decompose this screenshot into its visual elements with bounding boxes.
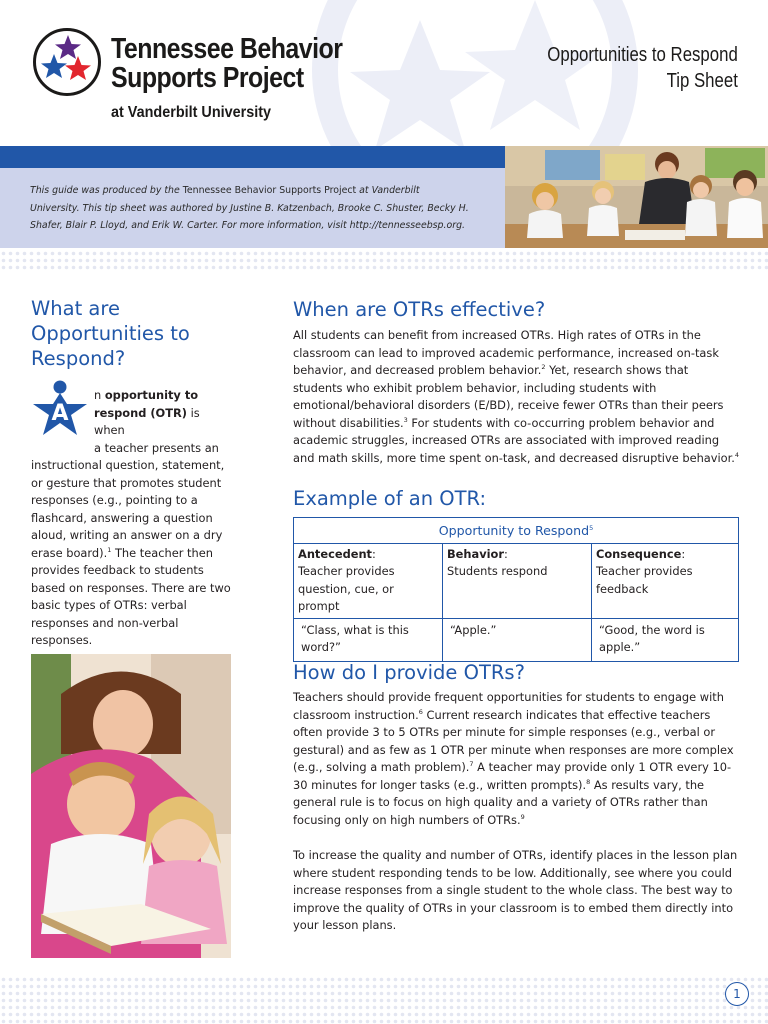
- doc-title: Opportunities to Respond: [547, 44, 738, 66]
- page-number: 1: [725, 982, 749, 1006]
- consequence-example: “Good, the word is apple.”: [592, 618, 739, 661]
- when-effective-heading: When are OTRs effective?: [293, 298, 546, 321]
- org-affiliation: at Vanderbilt University: [111, 104, 272, 121]
- consequence-cell: Consequence: Teacher provides feedback: [592, 543, 739, 618]
- antecedent-example: “Class, what is this word?”: [294, 618, 443, 661]
- table-row: [294, 543, 739, 618]
- table-caption: Opportunity to Respond$^5$: [294, 518, 739, 544]
- dot-pattern-divider: [0, 250, 768, 272]
- otr-definition-paragraph: n opportunity to respond (OTR) is when a teacher presents an instructional question, statement, or gesture that promotes student responses (e.g., pointing to a flashcard, answering a question aloud, writing an answer on a dry erase board).$^1$ The teacher then provides feedback to students based on responses. There are two basic types of OTRs: verbal responses and non-verbal responses.: [31, 388, 231, 647]
- behavior-example: “Apple.”: [443, 618, 592, 661]
- teacher-reading-photo: [31, 654, 231, 958]
- org-name-line2: Supports Project: [111, 62, 304, 94]
- page-header: [0, 0, 768, 146]
- org-name-line1: Tennessee Behavior: [111, 33, 343, 65]
- when-effective-paragraph: All students can benefit from increased OTRs. High rates of OTRs in the classroom can lead to improved academic performance, increased on-task behavior, and decreased problem behavior.$^2$ Yet, research shows that students who exhibit problem behavior, including students with emotional/behavioral disorders (E/BD), receive fewer OTRs than their peers without disabilities.$^3$ For students with co-occurring problem behavior and academic struggles, increased OTRs are associated with improved reading and math skills, more time spent on-task, and decreased disruptive behavior.$^4$: [293, 328, 740, 465]
- header-blue-bar: [0, 146, 505, 168]
- how-provide-paragraph-1: Teachers should provide frequent opportunities for students to engage with classroom instruction.$^6$ Current research indicates that effective teachers often provide 3 to 5 OTRs per minute for simple responses (e.g., verbal or gestural) and as few as 1 OTR per minute when responses are more complex (e.g., solving a math problem).$^7$ A teacher may provide only 1 OTR every 10-30 minutes for longer tasks (e.g., written prompts).$^8$ As results vary, the general rule is to focus on high quality and a variety of OTRs rather than focusing only on high numbers of OTRs.$^9$: [293, 690, 734, 827]
- doc-subtitle: Tip Sheet: [666, 70, 738, 92]
- table-row: [294, 618, 739, 661]
- tbsp-logo: [32, 27, 102, 97]
- example-otr-heading: Example of an OTR:: [293, 487, 487, 510]
- classroom-photo: [505, 146, 768, 248]
- antecedent-cell: Antecedent: Teacher provides question, cue, or prompt: [294, 543, 443, 618]
- otr-example-table: [293, 517, 739, 662]
- what-are-otrs-heading: What are Opportunities to Respond?: [31, 297, 190, 370]
- dot-pattern-footer: [0, 976, 768, 1024]
- behavior-cell: Behavior: Students respond: [443, 543, 592, 618]
- how-provide-paragraph-2: To increase the quality and number of OTRs, identify places in the lesson plan where student responding tends to be low. Additionally, see where you could increase responses from a single student to the whole class. The best way to improve the quality of OTRs in your classroom is to embed them directly into your lesson plans.: [293, 848, 738, 932]
- drop-cap: A: [51, 401, 69, 426]
- watermark-emblem: [300, 0, 680, 146]
- table-caption-row: [294, 518, 739, 544]
- credit-text: This guide was produced by the Tennessee Behavior Supports Project at Vanderbilt University. This tip sheet was authored by Justine B. Katzenbach, Brooke C. Shuster, Becky H. Shafer, Blair P. Lloyd, and Erik W. Carter. For more information, visit http://tennesseebsp.org.: [30, 185, 469, 231]
- how-provide-heading: How do I provide OTRs?: [293, 661, 525, 684]
